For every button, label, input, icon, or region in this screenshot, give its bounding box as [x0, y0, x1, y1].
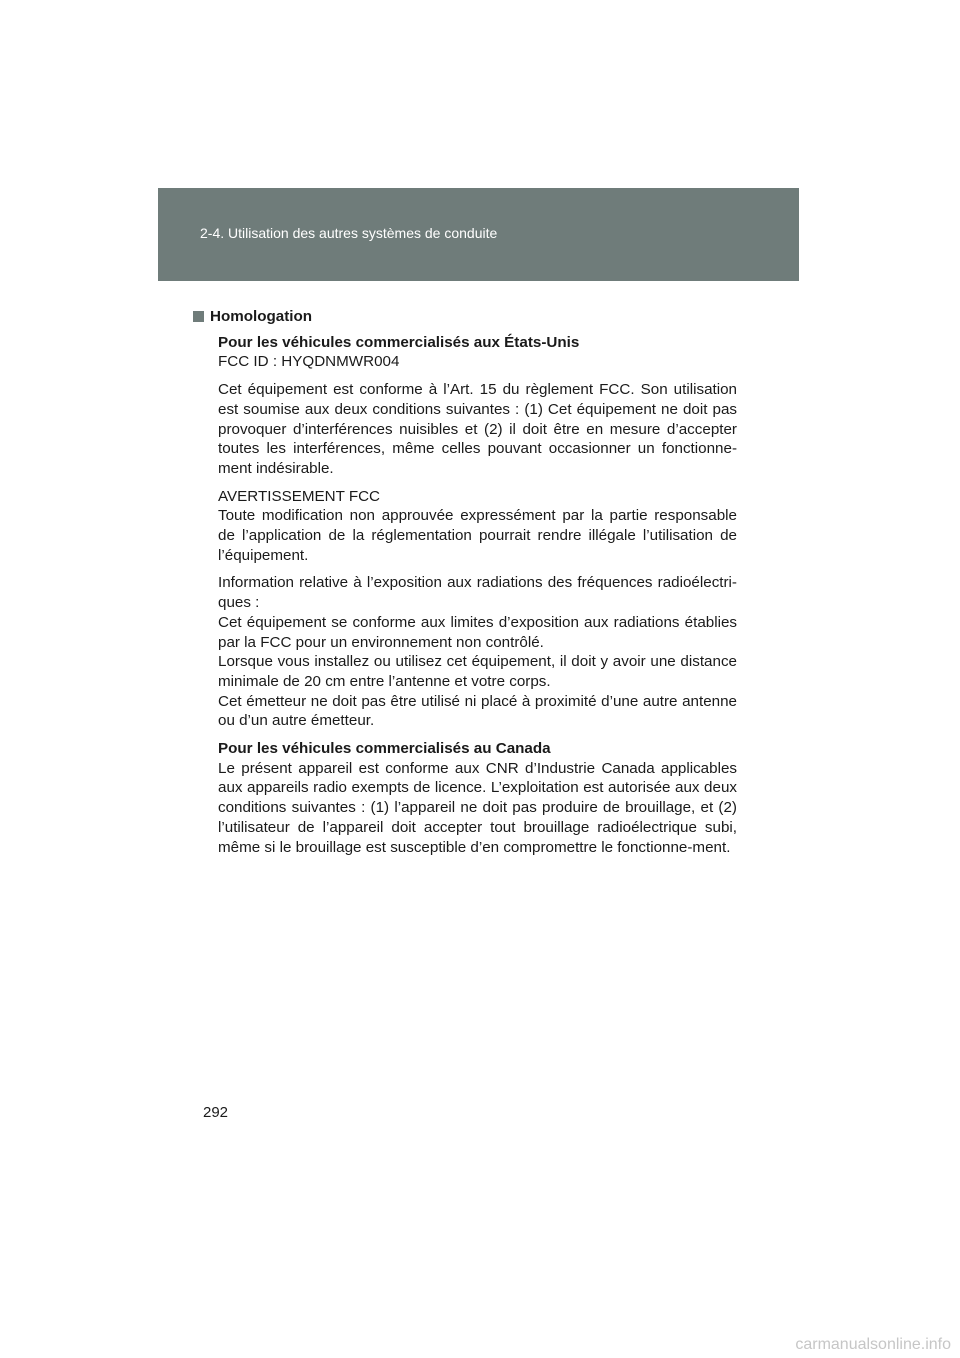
- page-number: 292: [203, 1104, 229, 1121]
- chapter-header-band: [158, 188, 799, 281]
- us-heading: Pour les véhicules commercialisés aux États-Unis: [218, 333, 580, 351]
- canada-text: Le présent appareil est conforme aux CNR d’Industrie Canada applicables aux appareils radio exempts de licence. L’exploitation est autorisée aux deux conditions suivantes : (1) l’appareil ne doit pas produire de brouillage, et (2) l’utilisateur de l’appareil doit accepter tout brouillage radioélectrique subi, même si le brouillage est susceptible d’en compromettre le fonctionne-ment.: [218, 759, 737, 856]
- rf-exposure-distance: Lorsque vous installez ou utilisez cet équipement, il doit y avoir une distance minimale de 20 cm entre l’antenne et votre corps.: [218, 653, 737, 690]
- fcc-warning-block: [218, 487, 737, 566]
- canada-block: [218, 739, 737, 857]
- canada-heading: Pour les véhicules commercialisés au Canada: [218, 740, 551, 758]
- section-heading: [193, 307, 737, 327]
- rf-exposure-title: Information relative à l’exposition aux radiations des fréquences radioélectri-ques :: [218, 574, 737, 612]
- fcc-warning-title: AVERTISSEMENT FCC: [218, 487, 381, 505]
- rf-exposure-block: [218, 573, 737, 731]
- rf-exposure-limits: Cet équipement se conforme aux limites d’exposition aux radiations établies par la FCC pour un environnement non contrôlé.: [218, 613, 737, 651]
- square-bullet-icon: [193, 311, 204, 322]
- fcc-id: FCC ID : HYQDNMWR004: [218, 353, 400, 371]
- rf-exposure-colocation: Cet émetteur ne doit pas être utilisé ni placé à proximité d’une autre antenne ou d’un autre émetteur.: [218, 692, 737, 730]
- fcc-warning-text: Toute modification non approuvée expressément par la partie responsable de l’application de la réglementation pourrait rendre illégale l’utilisation de l’équipement.: [218, 507, 737, 564]
- section-body: [218, 333, 737, 858]
- page-content: [193, 307, 737, 865]
- us-block: [218, 333, 737, 372]
- watermark: carmanualsonline.info: [795, 1336, 951, 1353]
- fcc-compliance-paragraph: Cet équipement est conforme à l’Art. 15 du règlement FCC. Son utilisation est soumise aux deux conditions suivantes : (1) Cet équipement ne doit pas provoquer d’interférences nuisibles et (2) il doit être en mesure d’accepter toutes les interférences, même celles pouvant occasionner un fonctionne-ment indésirable.: [218, 381, 737, 477]
- section-heading-text: Homologation: [210, 308, 313, 325]
- chapter-section-title: 2-4. Utilisation des autres systèmes de conduite: [200, 225, 498, 241]
